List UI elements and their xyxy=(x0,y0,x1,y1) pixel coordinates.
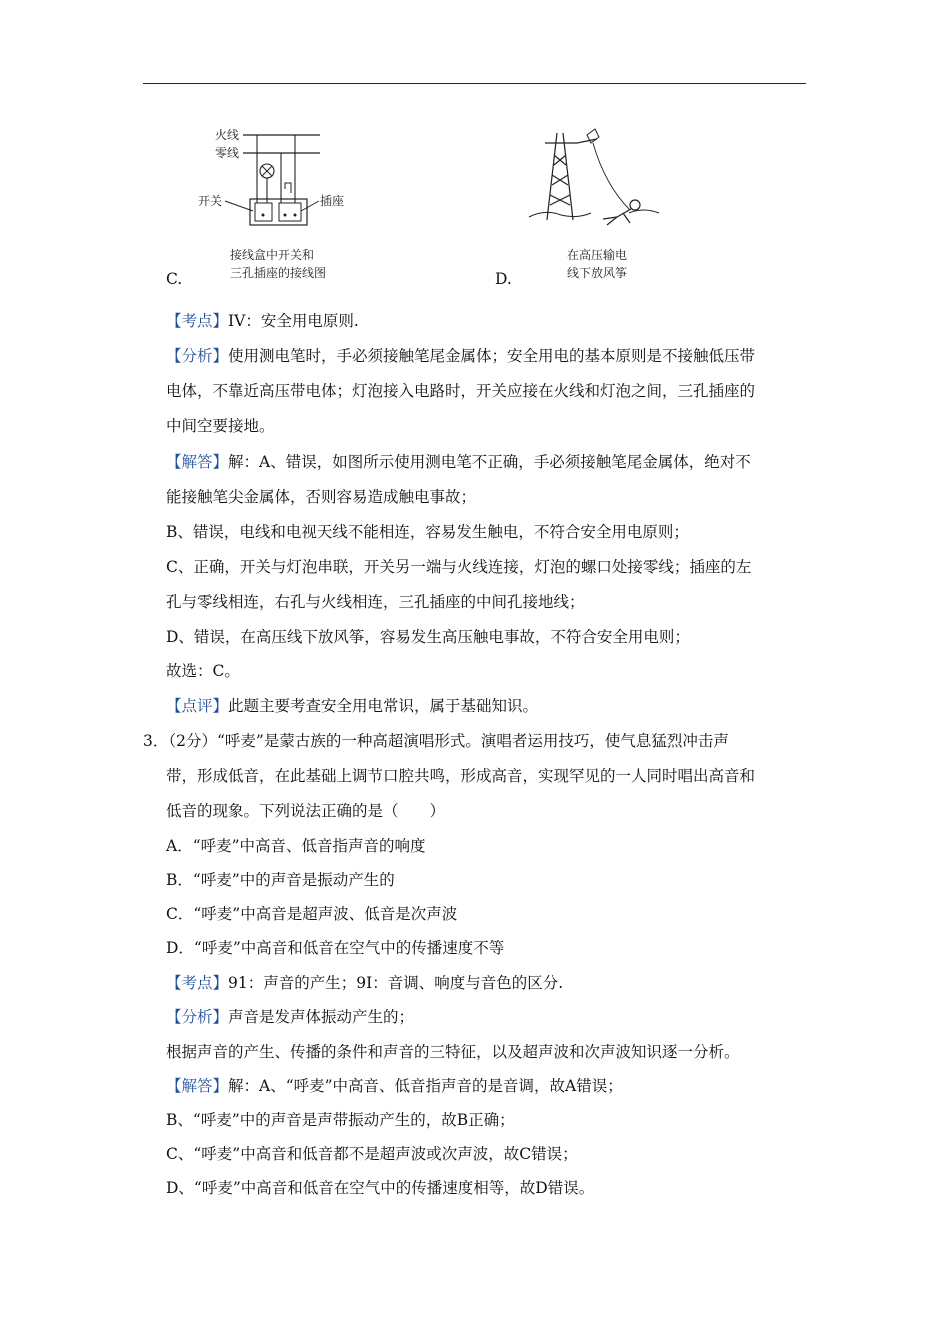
q2-fenxi: 【分析】使用测电笔时，手必须接触笔尾金属体；安全用电的基本原则是不接触低压带 xyxy=(166,347,756,365)
q2-dianping: 【点评】此题主要考查安全用电常识，属于基础知识。 xyxy=(166,697,539,715)
wiring-diagram xyxy=(195,125,365,285)
q2-jieda-line: B、错误，电线和电视天线不能相连，容易发生触电，不符合安全用电原则； xyxy=(166,523,689,541)
figure-c-caption-1: 接线盒中开关和 xyxy=(230,248,315,262)
neutral-wire-label: 零线 xyxy=(215,146,240,160)
figure-d-caption-2: 线下放风筝 xyxy=(567,266,628,280)
q2-jieda-line: 故选：C。 xyxy=(166,662,240,680)
socket-label: 插座 xyxy=(320,194,345,208)
q3-jieda-line: C、“呼麦”中高音和低音都不是超声波或次声波，故C错误； xyxy=(166,1145,578,1163)
q2-fenxi-line: 中间空要接地。 xyxy=(166,417,275,435)
switch-label: 开关 xyxy=(198,194,223,208)
q2-jieda: 【解答】解：A、错误，如图所示使用测电笔不正确，手必须接触笔尾金属体，绝对不 xyxy=(166,453,751,471)
q3-fenxi: 【分析】声音是发声体振动产生的； xyxy=(166,1008,415,1026)
fenxi-tag: 【分析】 xyxy=(166,1008,229,1026)
q2-kaodian: 【考点】IV：安全用电原则. xyxy=(166,312,359,330)
fenxi-tag: 【分析】 xyxy=(166,347,229,365)
kaodian-tag: 【考点】 xyxy=(166,974,229,992)
q3-option-b: B．“呼麦”中的声音是振动产生的 xyxy=(166,871,395,889)
q3-stem-line: 低音的现象。下列说法正确的是（ ） xyxy=(166,802,446,820)
q3-option-a: A．“呼麦”中高音、低音指声音的响度 xyxy=(166,837,426,855)
q2-jieda-line: D、错误，在高压线下放风筝，容易发生高压触电事故，不符合安全用电则； xyxy=(166,628,690,646)
q3-jieda: 【解答】解：A、“呼麦”中高音、低音指声音的是音调，故A错误； xyxy=(166,1077,623,1095)
transmission-tower-icon xyxy=(545,133,597,220)
jieda-tag: 【解答】 xyxy=(166,453,229,471)
q2-jieda-line: 孔与零线相连，右孔与火线相连，三孔插座的中间孔接地线； xyxy=(166,593,585,611)
q3-stem-line: 带，形成低音，在此基础上调节口腔共鸣，形成高音，实现罕见的一人同时唱出高音和 xyxy=(166,767,756,785)
kaodian-tag: 【考点】 xyxy=(166,312,229,330)
q3-kaodian: 【考点】91：声音的产生；9I：音调、响度与音色的区分. xyxy=(166,974,564,992)
q3-jieda-line: D、“呼麦”中高音和低音在空气中的传播速度相等，故D错误。 xyxy=(166,1179,595,1197)
q3-fenxi-line: 根据声音的产生、传播的条件和声音的三特征，以及超声波和次声波知识逐一分析。 xyxy=(166,1043,740,1061)
q3-stem-line: 3．（2分）“呼麦”是蒙古族的一种高超演唱形式。演唱者运用技巧，使气息猛烈冲击声 xyxy=(143,732,729,750)
dianping-tag: 【点评】 xyxy=(166,697,229,715)
q3-option-c: C．“呼麦”中高音是超声波、低音是次声波 xyxy=(166,905,458,923)
q2-jieda-line: C、正确，开关与灯泡串联，开关另一端与火线连接，灯泡的螺口处接零线；插座的左 xyxy=(166,558,752,576)
figure-c-caption-2: 三孔插座的接线图 xyxy=(230,266,327,280)
kite-under-power-line-illustration xyxy=(525,125,665,285)
q2-jieda-line: 能接触笔尖金属体，否则容易造成触电事故； xyxy=(166,488,477,506)
person-icon xyxy=(603,200,640,225)
q3-jieda-line: B、“呼麦”中的声音是声带振动产生的，故B正确； xyxy=(166,1111,515,1129)
q2-fenxi-line: 电体，不靠近高压带电体；灯泡接入电路时，开关应接在火线和灯泡之间，三孔插座的 xyxy=(166,382,756,400)
header-rule xyxy=(143,83,806,84)
figure-d-caption-1: 在高压输电 xyxy=(567,248,628,262)
figure-d-option-label: D. xyxy=(495,270,512,288)
figure-c-option-label: C. xyxy=(166,270,183,288)
q3-option-d: D．“呼麦”中高音和低音在空气中的传播速度不等 xyxy=(166,939,505,957)
live-wire-label: 火线 xyxy=(215,128,240,142)
jieda-tag: 【解答】 xyxy=(166,1077,229,1095)
